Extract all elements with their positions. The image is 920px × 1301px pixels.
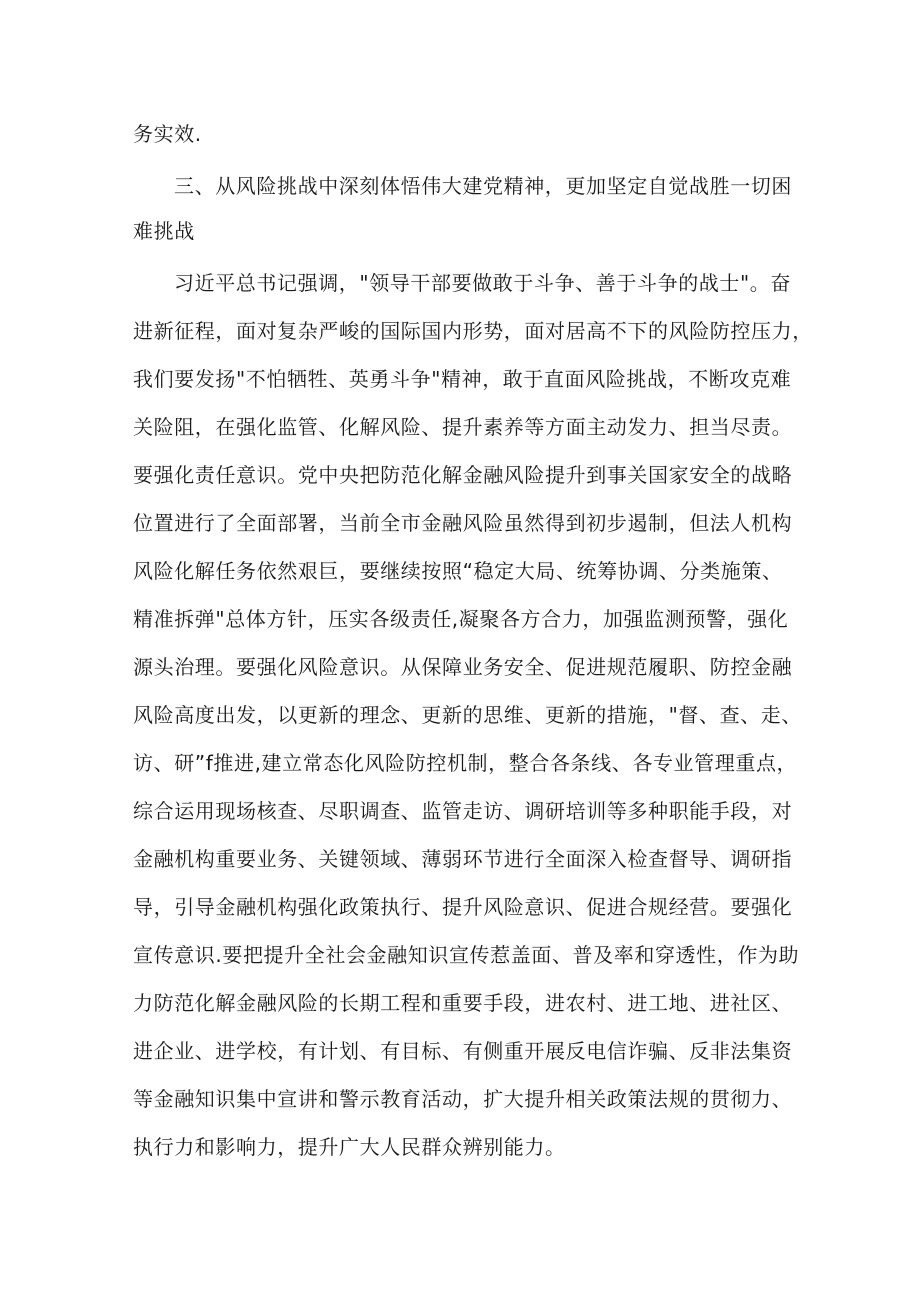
text-line: 金融机构重要业务、关键领域、薄弱环节进行全面深入检查督导、调研指 <box>133 847 793 871</box>
text-line: 风险高度出发，以更新的理念、更新的思维、更新的措施，"督、查、走、 <box>133 703 802 727</box>
text-line: 进新征程，面对复杂严峻的国际国内形势，面对居高不下的风险防控压力， <box>133 319 813 343</box>
text-line: 习近平总书记强调，"领导干部要做敢于斗争、善于斗争的战士"。奋 <box>174 271 791 295</box>
text-line: 要强化责任意识。党中央把防范化解金融风险提升到事关国家安全的战略 <box>133 463 793 487</box>
text-line: 我们要发扬"不怕牺牲、英勇斗争"精神，敢于直面风险挑战，不断攻克难 <box>133 367 792 391</box>
text-line: 力防范化解金融风险的长期工程和重要手段，进农村、进工地、进社区、 <box>133 991 793 1015</box>
text-line: 宣传意识.要把提升全社会金融知识宣传惹盖面、普及率和穿透性，作为助 <box>133 943 800 967</box>
text-line: 风险化解任务依然艰巨，要继续按照“稳定大局、统筹协调、分类施策、 <box>133 559 783 583</box>
text-line: 执行力和影响力，提升广大人民群众辨别能力。 <box>133 1135 566 1159</box>
section-heading-line: 难挑战 <box>133 219 195 243</box>
text-line: 源头治理。要强化风险意识。从保障业务安全、促进规范履职、防控金融 <box>133 655 793 679</box>
text-line: 导，引导金融机构强化政策执行、提升风险意识、促进合规经营。要强化 <box>133 895 793 919</box>
text-line: 进企业、进学校，有计划、有目标、有侧重开展反电信诈骗、反非法集资 <box>133 1039 793 1063</box>
text-line: 关险阻，在强化监管、化解风险、提升素养等方面主动发力、担当尽责。 <box>133 415 793 439</box>
text-line: 位置进行了全面部署，当前全市金融风险虽然得到初步遏制，但法人机构 <box>133 511 793 535</box>
text-line: 等金融知识集中宣讲和警示教育活动，扩大提升相关政策法规的贯彻力、 <box>133 1087 793 1111</box>
text-line: 务实效. <box>133 122 202 146</box>
text-line: 综合运用现场核查、尽职调查、监管走访、调研培训等多种职能手段，对 <box>133 799 793 823</box>
text-line: 访、研”f推进,建立常态化风险防控机制，整合各条线、各专业管理重点， <box>133 751 798 775</box>
text-line: 精准拆弹"总体方针，压实各级责任,凝聚各方合力，加强监测预警，强化 <box>133 607 789 631</box>
section-heading-line: 三、从风险挑战中深刻体悟伟大建党精神，更加坚定自觉战胜一切困 <box>174 174 792 198</box>
